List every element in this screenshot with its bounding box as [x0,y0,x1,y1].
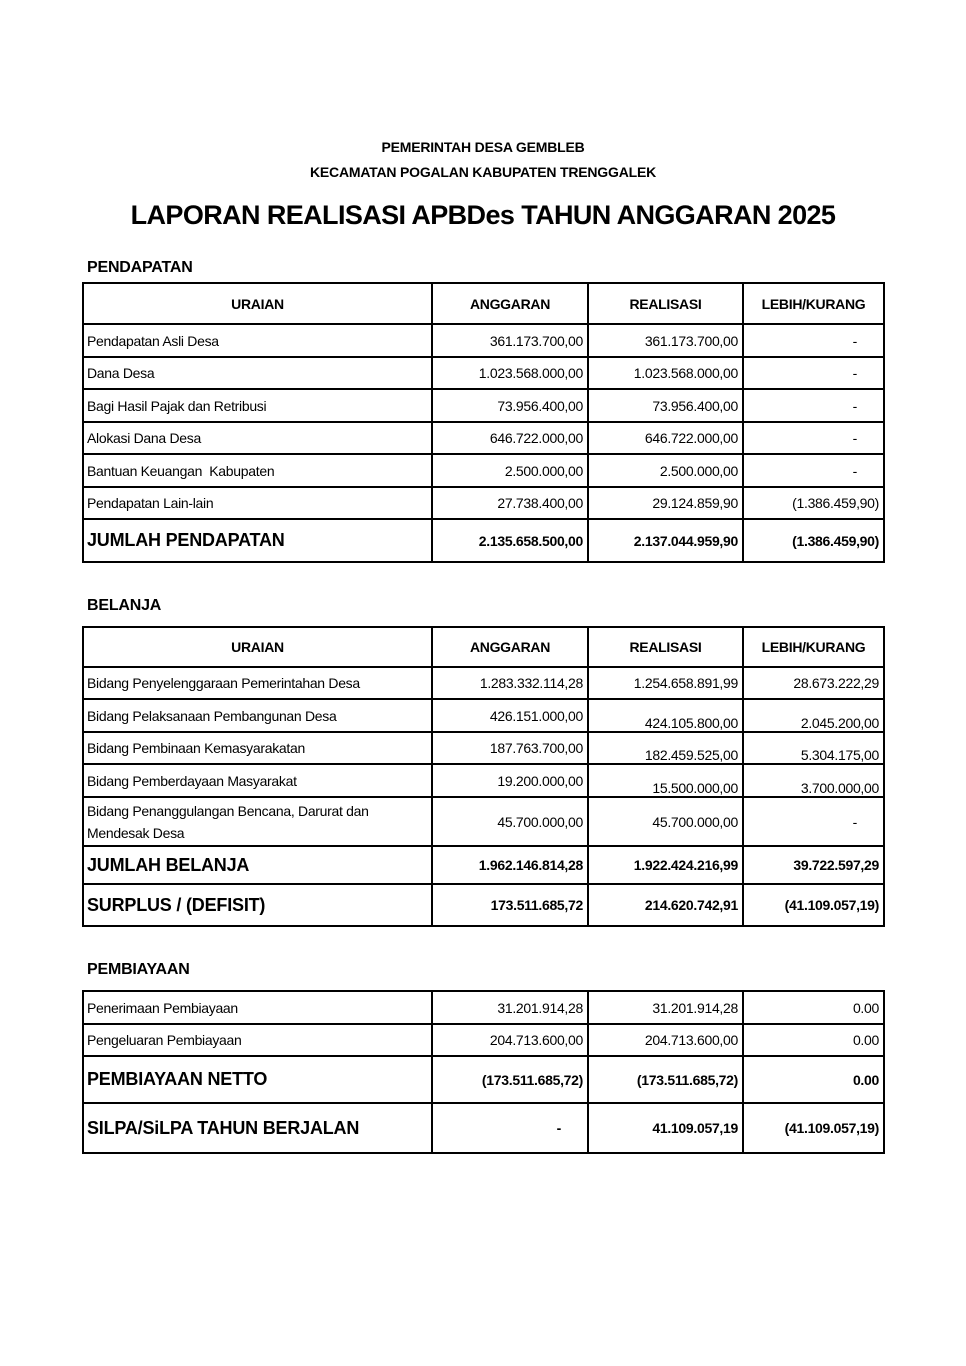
surplus-deficit-row [83,884,884,926]
column-header-uraian: URAIAN [83,627,432,667]
row-anggaran: 31.201.914,28 [432,991,588,1024]
table-row [83,797,884,846]
netto-anggaran: (173.511.685,72) [432,1056,588,1103]
total-realisasi: 2.137.044.959,90 [588,519,743,562]
section-title-belanja: BELANJA [87,597,162,614]
table-row [83,454,884,487]
row-lebih-kurang: 2.045.200,00 [743,699,884,732]
row-anggaran: 361.173.700,00 [432,324,588,357]
total-row-belanja [83,846,884,884]
silpa-lebih-kurang: (41.109.057,19) [743,1103,884,1153]
silpa-label: SILPA/SiLPA TAHUN BERJALAN [83,1103,432,1153]
row-realisasi: 424.105.800,00 [588,699,743,732]
surplus-anggaran: 173.511.685,72 [432,884,588,926]
column-header-realisasi: REALISASI [588,283,743,324]
row-lebih-kurang: - [743,454,884,487]
pembiayaan-netto-row [83,1056,884,1103]
row-lebih-kurang: - [743,324,884,357]
row-anggaran: 19.200.000,00 [432,764,588,797]
row-lebih-kurang: 3.700.000,00 [743,764,884,797]
row-label: Bagi Hasil Pajak dan Retribusi [83,389,432,422]
total-anggaran: 1.962.146.814,28 [432,846,588,884]
table-row [83,732,884,764]
surplus-lebih-kurang: (41.109.057,19) [743,884,884,926]
row-label: Bidang Pemberdayaan Masyarakat [83,764,432,797]
table-row [83,422,884,454]
row-realisasi: 1.023.568.000,00 [588,357,743,389]
table-row [83,389,884,422]
row-realisasi: 29.124.859,90 [588,487,743,519]
surplus-realisasi: 214.620.742,91 [588,884,743,926]
row-label: Bantuan Keuangan Kabupaten [83,454,432,487]
row-realisasi: 73.956.400,00 [588,389,743,422]
row-realisasi: 2.500.000,00 [588,454,743,487]
total-label: JUMLAH BELANJA [83,846,432,884]
row-label: Pengeluaran Pembiayaan [83,1024,432,1056]
row-anggaran: 1.023.568.000,00 [432,357,588,389]
row-label: Bidang Pelaksanaan Pembangunan Desa [83,699,432,732]
pembiayaan-table [82,990,885,1154]
row-anggaran: 646.722.000,00 [432,422,588,454]
row-anggaran: 27.738.400,00 [432,487,588,519]
government-name: PEMERINTAH DESA GEMBLEB [381,139,585,155]
table-row [83,1024,884,1056]
row-realisasi: 204.713.600,00 [588,1024,743,1056]
row-label: Bidang Pembinaan Kemasyarakatan [83,732,432,764]
row-label: Dana Desa [83,357,432,389]
row-lebih-kurang: - [743,797,884,846]
total-lebih-kurang: 39.722.597,29 [743,846,884,884]
column-header-lebih-kurang: LEBIH/KURANG [743,627,884,667]
row-realisasi: 15.500.000,00 [588,764,743,797]
table-row [83,764,884,797]
total-anggaran: 2.135.658.500,00 [432,519,588,562]
surplus-label: SURPLUS / (DEFISIT) [83,884,432,926]
row-realisasi: 646.722.000,00 [588,422,743,454]
silpa-anggaran: - [432,1103,588,1153]
row-anggaran: 1.283.332.114,28 [432,667,588,699]
row-lebih-kurang: - [743,357,884,389]
row-realisasi: 45.700.000,00 [588,797,743,846]
table-header-row [83,627,884,667]
row-label: Pendapatan Asli Desa [83,324,432,357]
row-lebih-kurang: - [743,422,884,454]
table-row [83,991,884,1024]
report-title: LAPORAN REALISASI APBDes TAHUN ANGGARAN 2025 [130,200,836,230]
table-row [83,357,884,389]
row-lebih-kurang: 5.304.175,00 [743,732,884,764]
column-header-uraian: URAIAN [83,283,432,324]
row-label: Pendapatan Lain-lain [83,487,432,519]
silpa-row [83,1103,884,1153]
row-label: Penerimaan Pembiayaan [83,991,432,1024]
row-anggaran: 45.700.000,00 [432,797,588,846]
belanja-table [82,626,885,927]
section-title-pendapatan: PENDAPATAN [87,259,193,276]
row-anggaran: 73.956.400,00 [432,389,588,422]
table-row [83,667,884,699]
column-header-lebih-kurang: LEBIH/KURANG [743,283,884,324]
row-anggaran: 187.763.700,00 [432,732,588,764]
row-lebih-kurang: 0.00 [743,1024,884,1056]
table-header-row [83,283,884,324]
row-lebih-kurang: 28.673.222,29 [743,667,884,699]
column-header-realisasi: REALISASI [588,627,743,667]
district-name: KECAMATAN POGALAN KABUPATEN TRENGGALEK [309,164,657,180]
row-realisasi: 182.459.525,00 [588,732,743,764]
row-realisasi: 31.201.914,28 [588,991,743,1024]
column-header-anggaran: ANGGARAN [432,627,588,667]
row-anggaran: 204.713.600,00 [432,1024,588,1056]
table-row [83,699,884,732]
row-anggaran: 2.500.000,00 [432,454,588,487]
row-lebih-kurang: - [743,389,884,422]
column-header-anggaran: ANGGARAN [432,283,588,324]
row-lebih-kurang: 0.00 [743,991,884,1024]
table-row [83,324,884,357]
row-label: Bidang Penyelenggaraan Pemerintahan Desa [83,667,432,699]
total-label: JUMLAH PENDAPATAN [83,519,432,562]
netto-realisasi: (173.511.685,72) [588,1056,743,1103]
total-lebih-kurang: (1.386.459,90) [743,519,884,562]
row-label: Bidang Penanggulangan Bencana, Darurat dan Mendesak Desa [83,797,432,846]
row-realisasi: 361.173.700,00 [588,324,743,357]
silpa-realisasi: 41.109.057,19 [588,1103,743,1153]
row-lebih-kurang: (1.386.459,90) [743,487,884,519]
netto-lebih-kurang: 0.00 [743,1056,884,1103]
row-label: Alokasi Dana Desa [83,422,432,454]
pendapatan-table [82,282,885,563]
section-title-pembiayaan: PEMBIAYAAN [87,961,190,978]
total-realisasi: 1.922.424.216,99 [588,846,743,884]
netto-label: PEMBIAYAAN NETTO [83,1056,432,1103]
table-row [83,487,884,519]
row-anggaran: 426.151.000,00 [432,699,588,732]
total-row-pendapatan [83,519,884,562]
row-realisasi: 1.254.658.891,99 [588,667,743,699]
